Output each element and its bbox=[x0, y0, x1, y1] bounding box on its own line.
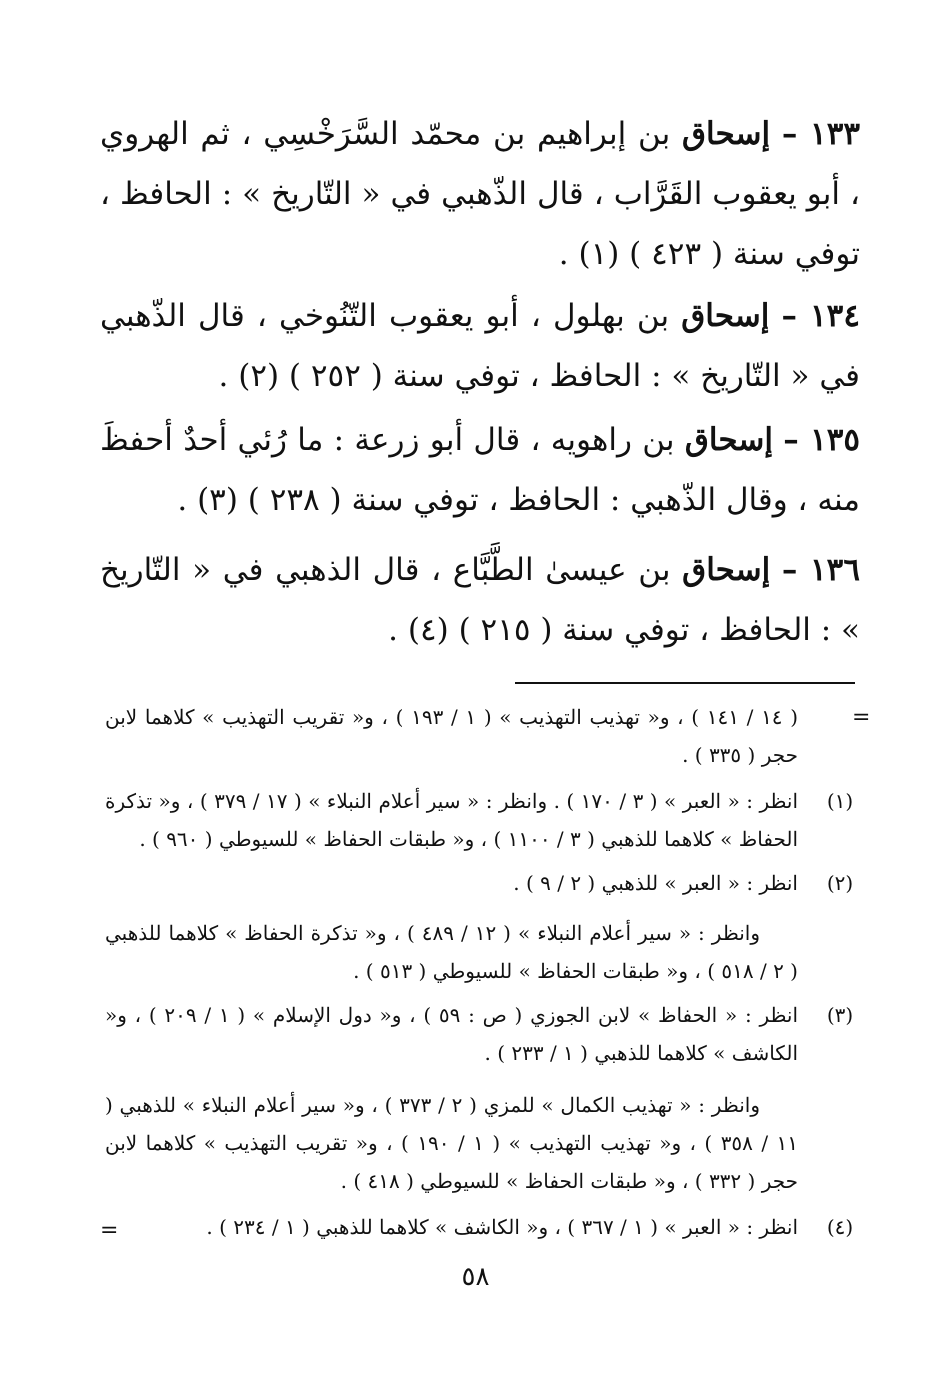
footnote-text: انظر : « الحفاظ » لابن الجوزي ( ص : ٥٩ ) ، و« دول الإسلام » ( ١ / ٢٠٩ ) ، و« الكاشف » كلاهما للذهبي ( ١ / ٢٣٣ ) . bbox=[105, 1003, 799, 1065]
footnote-number: (٤) bbox=[826, 1215, 854, 1239]
entry-number: ١٣٣ – bbox=[781, 116, 860, 152]
footnote-text: انظر : « العبر » للذهبي ( ٢ / ٩ ) . bbox=[513, 871, 798, 895]
footnote-1 bbox=[105, 782, 860, 858]
footnote-text: انظر : « العبر » ( ١ / ٣٦٧ ) ، و« الكاشف » كلاهما للذهبي ( ١ / ٢٣٤ ) . bbox=[206, 1215, 798, 1239]
entry-136 bbox=[100, 540, 860, 660]
page-number: ٥٨ bbox=[461, 1262, 490, 1292]
entry-text: بن عيسىٰ الطَّبَّاع ، قال الذهبي في « التّاريخ » : الحافظ ، توفي سنة ( ٢١٥ ) (٤) . bbox=[100, 552, 860, 648]
footnote-text: وانظر : « تهذيب الكمال » للمزي ( ٢ / ٣٧٣ ) ، و« سير أعلام النبلاء » للذهبي ( ١١ / ٣٥٨ ) ، و« تهذيب التهذيب » ( ١ / ١٩٠ ) ، و« تقريب التهذيب » كلاهما لابن حجر ( ٣٣٢ ) ، و« طبقات الحفاظ » للسيوطي ( ٤١٨ ) . bbox=[105, 1093, 799, 1193]
continuation-mark-bottom: = bbox=[100, 1218, 119, 1243]
entry-133 bbox=[100, 104, 860, 284]
footnote-separator bbox=[515, 682, 855, 684]
entry-text: بن بهلول ، أبو يعقوب التّنُوخي ، قال الذّهبي في « التّاريخ » : الحافظ ، توفي سنة ( ٢٥٢ ) (٢) . bbox=[100, 298, 860, 394]
footnote-number: (٣) bbox=[826, 1003, 854, 1027]
footnote-2 bbox=[105, 864, 860, 902]
footnote-number: (١) bbox=[826, 789, 854, 813]
footnote-2-continued bbox=[105, 914, 860, 990]
footnote-text: وانظر : « سير أعلام النبلاء » ( ١٢ / ٤٨٩ ) ، و« تذكرة الحفاظ » كلاهما للذهبي ( ٢ / ٥١٨ ) ، و« طبقات الحفاظ » للسيوطي ( ٥١٣ ) . bbox=[105, 921, 798, 983]
footnote-3 bbox=[105, 996, 860, 1072]
entry-text: بن إبراهيم بن محمّد السَّرَخْسِي ، ثم الهروي ، أبو يعقوب القَرَّاب ، قال الذّهبي في « التّاريخ » : الحافظ ، توفي سنة ( ٤٢٣ ) (١) . bbox=[100, 116, 860, 272]
footnote-3-continued bbox=[105, 1086, 860, 1200]
footnote-continued bbox=[105, 698, 860, 774]
continuation-mark-top: = bbox=[852, 705, 871, 730]
entry-text: بن راهويه ، قال أبو زرعة : ما رُئي أحدٌ أحفظَ منه ، وقال الذّهبي : الحافظ ، توفي سنة ( ٢٣٨ ) (٣) . bbox=[100, 422, 860, 518]
footnote-text: ( ١٤ / ١٤١ ) ، و« تهذيب التهذيب » ( ١ / ١٩٣ ) ، و« تقريب التهذيب » كلاهما لابن حجر ( ٣٣٥ ) . bbox=[105, 705, 799, 767]
entry-number: ١٣٤ – bbox=[781, 298, 860, 334]
entry-number: ١٣٦ – bbox=[781, 552, 860, 588]
entry-name: إسحاق bbox=[681, 116, 771, 152]
entry-name: إسحاق bbox=[681, 298, 770, 334]
entry-number: ١٣٥ – bbox=[783, 422, 861, 458]
footnote-text: انظر : « العبر » ( ٣ / ١٧٠ ) . وانظر : « سير أعلام النبلاء » ( ١٧ / ٣٧٩ ) ، و« تذكرة الحفاظ » كلاهما للذهبي ( ٣ / ١١٠٠ ) ، و« طبقات الحفاظ » للسيوطي ( ٩٦٠ ) . bbox=[105, 789, 799, 851]
entry-134 bbox=[100, 286, 860, 406]
entry-135 bbox=[100, 410, 860, 530]
footnote-number: (٢) bbox=[826, 871, 854, 895]
entry-name: إسحاق bbox=[682, 552, 771, 588]
footnote-4 bbox=[105, 1208, 860, 1246]
entry-name: إسحاق bbox=[684, 422, 773, 458]
